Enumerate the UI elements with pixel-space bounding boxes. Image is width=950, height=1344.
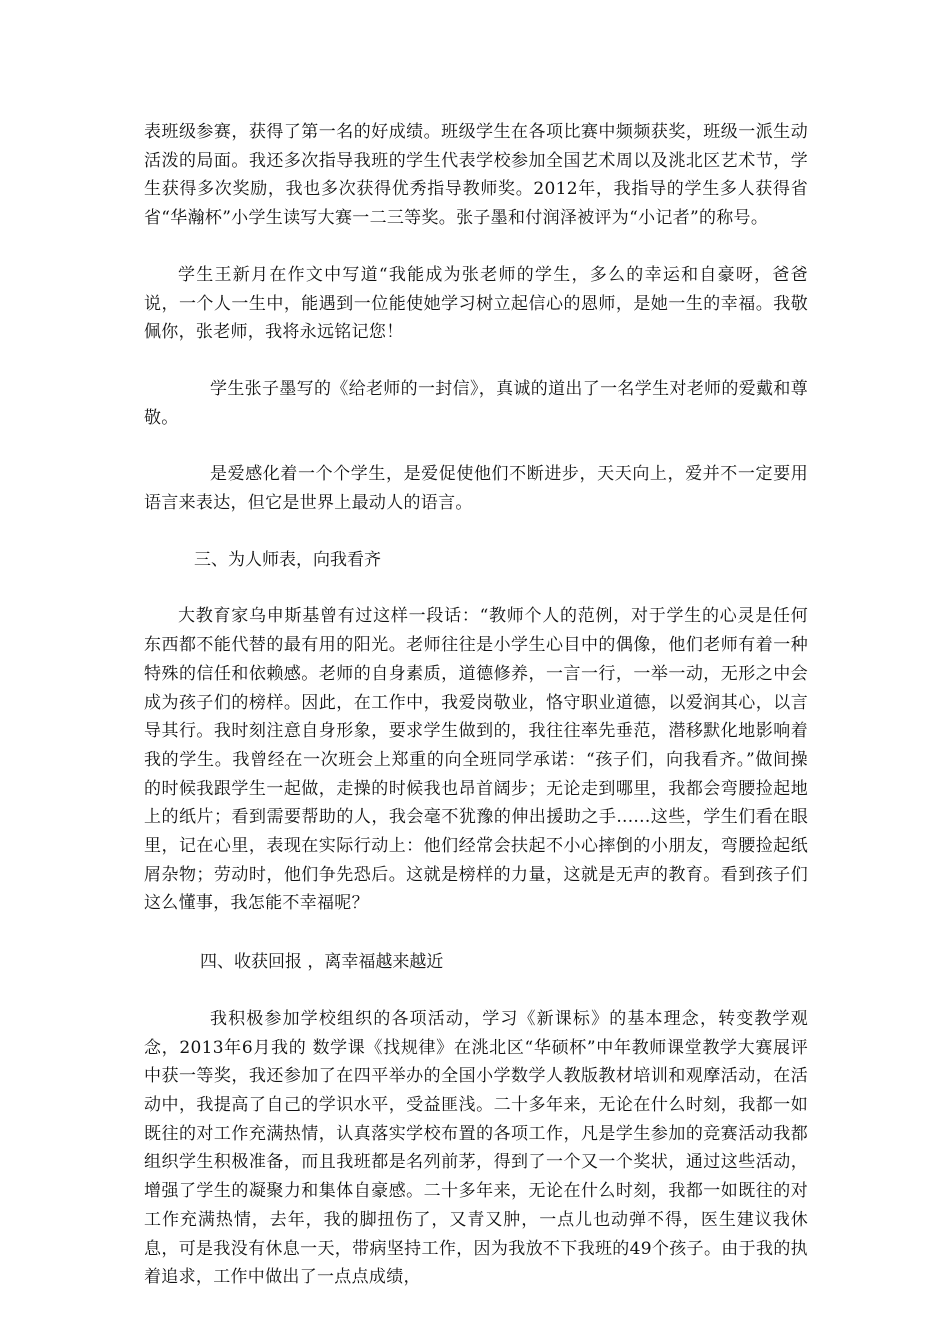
section-heading-four: 四、收获回报 ，离幸福越来越近 bbox=[200, 952, 444, 973]
paragraph-student-letter: 学生张子墨写的《给老师的一封信》，真诚的道出了一名学生对老师的爱戴和尊敬。 bbox=[144, 378, 808, 428]
paragraph-class-awards: 表班级参赛，获得了第一名的好成绩。班级学生在各项比赛中频频获奖，班级一派生动活泼的局面。我还多次指导我班的学生代表学校参加全国艺术周以及洮北区艺术节，学生获得多次奖励，我也多次获得优秀指导教师奖。2012年，我指导的学生多人获得省省“华瀚杯”小学生读写大赛一二三等奖。张子墨和付润泽被评为“小记者”的称号。 bbox=[144, 122, 808, 229]
paragraph-activities: 我积极参加学校组织的各项活动，学习《新课标》的基本理念，转变教学观念，2013年6月我的 数学课《找规律》在洮北区“华硕杯”中年教师课堂教学大赛展评中获一等奖，我还参加了在四平举办的全国小学数学人教版教材培训和观摩活动，在活动中，我提高了自己的学识水平，受益匪浅。二十多年来，无论在什么时刻，我都一如既往的对工作充满热情，认真落实学校布置的各项工作，凡是学生参加的竞赛活动我都组织学生积极准备，而且我班都是名列前茅，得到了一个又一个奖状，通过这些活动，增强了学生的凝聚力和集体自豪感。二十多年来，无论在什么时刻，我都一如既往的对工作充满热情，去年，我的脚扭伤了，又青又肿，一点儿也动弹不得，医生建议我休息，可是我没有休息一天，带病坚持工作，因为我放不下我班的49个孩子。由于我的执着追求，工作中做出了一点点成绩， bbox=[144, 1008, 808, 1288]
section-heading-three: 三、为人师表，向我看齐 bbox=[194, 549, 381, 570]
paragraph-role-model: 大教育家乌申斯基曾有过这样一段话：“教师个人的范例，对于学生的心灵是任何东西都不能代替的最有用的阳光。老师往往是小学生心目中的偶像，他们老师有着一种特殊的信任和依赖感。老师的自身素质，道德修养，一言一行，一举一动，无形之中会成为孩子们的榜样。因此，在工作中，我爱岗敬业，恪守职业道德，以爱润其心，以言导其行。我时刻注意自身形象，要求学生做到的，我往往率先垂范，潜移默化地影响着我的学生。我曾经在一次班会上郑重的向全班同学承诺：“孩子们，向我看齐。”做间操的时候我跟学生一起做，走操的时候我也昂首阔步；无论走到哪里，我都会弯腰捡起地上的纸片；看到需要帮助的人，我会毫不犹豫的伸出援助之手......这些，学生们看在眼里，记在心里，表现在实际行动上：他们经常会扶起不小心摔倒的小朋友，弯腰捡起纸屑杂物；劳动时，他们争先恐后。这就是榜样的力量，这就是无声的教育。看到孩子们这么懂事，我怎能不幸福呢？ bbox=[144, 606, 808, 914]
document-page bbox=[144, 118, 808, 1292]
paragraph-student-essay: 学生王新月在作文中写道“我能成为张老师的学生，多么的幸运和自豪呀，爸爸说，一个人一生中，能遇到一位能使她学习树立起信心的恩师，是她一生的幸福。我敬佩你，张老师，我将永远铭记您！ bbox=[144, 264, 808, 343]
paragraph-love: 是爱感化着一个个学生，是爱促使他们不断进步，天天向上，爱并不一定要用语言来表达，但它是世界上最动人的语言。 bbox=[144, 464, 808, 514]
